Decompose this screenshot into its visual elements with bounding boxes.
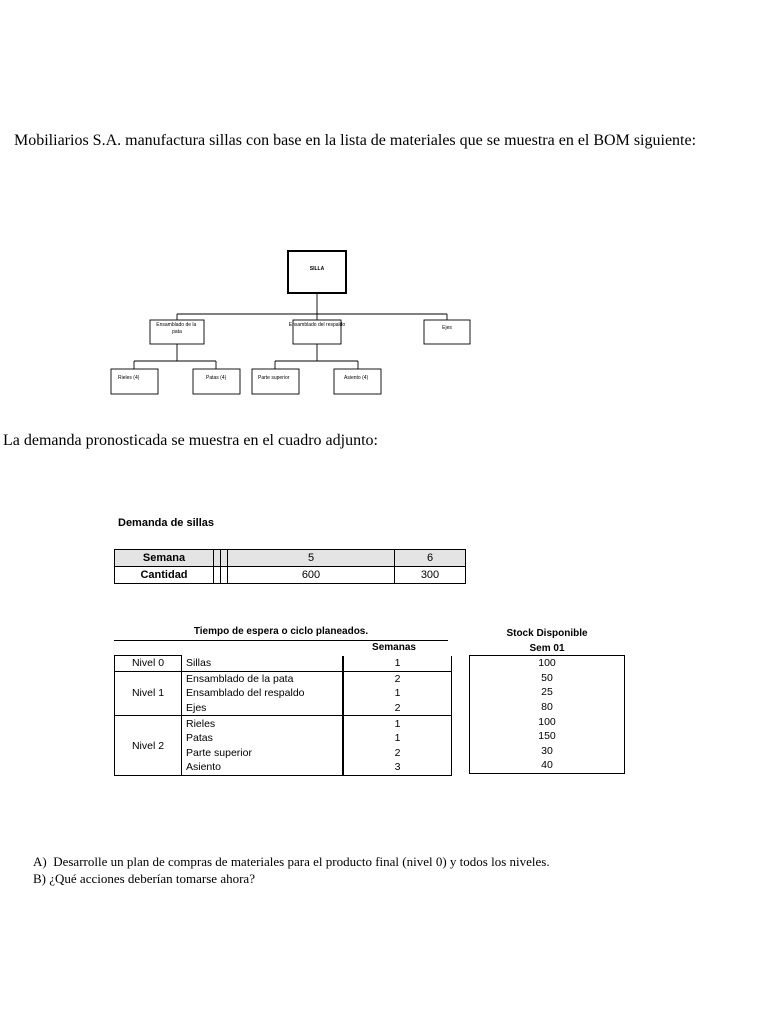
demand-week-6: 6 [395,550,466,567]
bom-node-patas [193,369,240,394]
table-row: 100 [538,715,556,728]
bom-label-line-2: pata [172,329,182,335]
bom-node-silla [288,251,346,293]
stock-caption-subheader: Sem 01 [529,643,565,654]
bom-node-rieles-label: Rieles (4) [118,375,140,381]
demand-table-title: Demanda de sillas [118,517,214,529]
demand-row-cantidad [115,567,466,584]
lead-table-rule [114,640,448,641]
table-row: Asiento 3 [115,760,452,775]
bom-node-asiento-label: Asiento (4) [344,375,369,381]
table-row: Patas 1 [115,731,452,746]
demand-heading: La demanda pronosticada se muestra en el cuadro adjunto: [3,432,378,449]
table-row: 25 [541,686,553,699]
stock-table [469,655,625,774]
table-row: Ensamblado del respaldo 1 [115,686,452,701]
demand-week-5: 5 [228,550,395,567]
bom-node-asiento [334,369,381,394]
stock-caption-title: Stock Disponible [506,628,588,639]
question-a-text: Desarrolle un plan de compras de materiales para el producto final (nivel 0) y todos los niveles. [53,854,550,869]
bom-node-ensamblado-pata-label: Ensamblado de la [156,322,197,328]
level-2-label: Nivel 2 [115,716,182,775]
question-b-text: ¿Qué acciones deberían tomarse ahora? [49,871,255,886]
table-row: Nivel 1 Ensamblado de la pata 2 [115,671,452,686]
bom-node-parte-superior-label: Parte superior [258,375,290,381]
lead-table-subheader: Semanas [372,642,416,653]
table-row: 150 [538,730,556,743]
table-row: Nivel 0 Sillas 1 [115,656,452,672]
table-row: 100 [538,657,556,670]
table-row: Nivel 2 Rieles 1 [115,716,452,731]
bom-node-ensamblado-respaldo [289,320,346,344]
level-0-label: Nivel 0 [115,656,182,672]
question-a-prefix: A) [33,854,47,869]
lead-time-table [114,655,452,776]
table-row: 80 [541,701,553,714]
level-1-label: Nivel 1 [115,671,182,716]
demand-table [114,549,466,584]
questions [33,853,550,887]
bom-node-ensamblado-pata [150,320,204,344]
bom-diagram [0,240,768,410]
bom-node-ensamblado-respaldo-label: Ensamblado del respaldo [288,322,346,328]
table-row: Parte superior 2 [115,746,452,761]
bom-node-ejes-label: Ejes [442,325,452,331]
intro-text: Mobiliarios S.A. manufactura sillas con base en la lista de materiales que se muestra en el BOM siguiente: [14,132,697,149]
demand-row-semana [115,550,466,567]
table-row: 30 [541,744,553,757]
table-row: 50 [541,671,553,684]
demand-qty-6: 300 [395,567,466,584]
demand-label-cantidad: Cantidad [115,567,214,584]
question-b-prefix: B) [33,871,46,886]
demand-label-semana: Semana [115,550,214,567]
question-a [33,853,550,870]
demand-qty-5: 600 [228,567,395,584]
bom-node-ejes [424,320,470,344]
bom-node-rieles [111,369,158,394]
svg-text:Ensamblado del respaldo [289,322,346,328]
stock-table-caption [469,626,625,656]
table-row: Ejes 2 [115,701,452,716]
table-row: 40 [541,759,553,772]
bom-node-patas-label: Patas (4) [206,375,227,381]
bom-node-silla-label: SILLA [309,266,325,272]
bom-node-parte-superior [252,369,299,394]
lead-table-caption: Tiempo de espera o ciclo planeados. [193,626,369,637]
question-b [33,870,550,887]
